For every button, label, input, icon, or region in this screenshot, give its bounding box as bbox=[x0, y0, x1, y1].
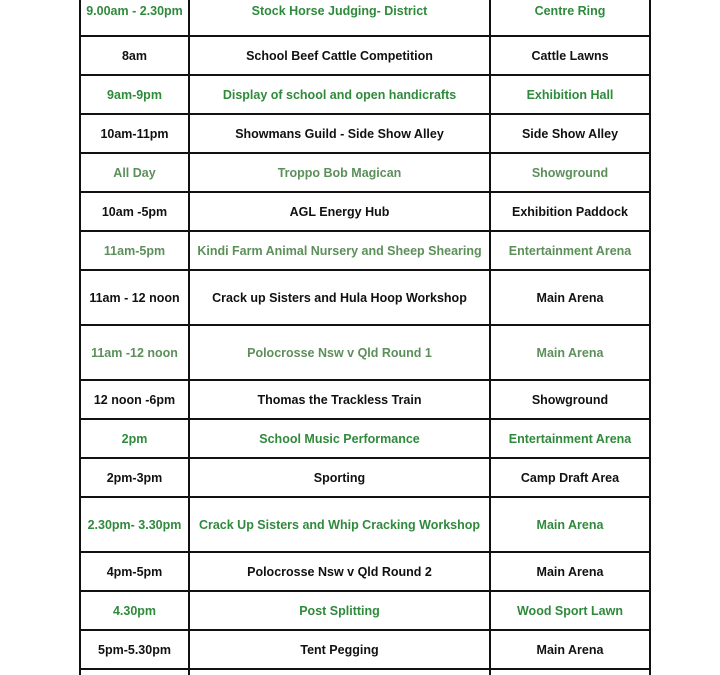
event-name: School Beef Cattle Competition bbox=[189, 36, 490, 75]
event-name: Sporting bbox=[189, 458, 490, 497]
event-name: Crack Up Sisters and Whip Cracking Workshop bbox=[189, 497, 490, 552]
event-time: 2pm-3pm bbox=[80, 458, 189, 497]
table-row bbox=[80, 380, 650, 419]
event-name: Showmans Guild - Side Show Alley bbox=[189, 114, 490, 153]
event-schedule-table bbox=[79, 0, 651, 675]
event-time bbox=[80, 669, 189, 675]
table-row bbox=[80, 591, 650, 630]
event-location: Exhibition Paddock bbox=[490, 192, 650, 231]
event-location: Main Arena bbox=[490, 325, 650, 380]
table-row bbox=[80, 419, 650, 458]
event-time: 12 noon -6pm bbox=[80, 380, 189, 419]
event-location: Main Arena bbox=[490, 497, 650, 552]
event-time: 8am bbox=[80, 36, 189, 75]
event-location: Main Arena bbox=[490, 270, 650, 325]
event-name: Polocrosse Nsw v Qld Round 2 bbox=[189, 552, 490, 591]
event-location bbox=[490, 669, 650, 675]
event-name: AGL Energy Hub bbox=[189, 192, 490, 231]
event-location: Showground bbox=[490, 153, 650, 192]
table-row bbox=[80, 270, 650, 325]
event-name: Troppo Bob Magican bbox=[189, 153, 490, 192]
event-time: 9am-9pm bbox=[80, 75, 189, 114]
event-name: Thomas the Trackless Train bbox=[189, 380, 490, 419]
table-row bbox=[80, 153, 650, 192]
event-time: 11am - 12 noon bbox=[80, 270, 189, 325]
table-row bbox=[80, 669, 650, 675]
event-location: Centre Ring bbox=[490, 0, 650, 36]
event-time: 2pm bbox=[80, 419, 189, 458]
event-location: Entertainment Arena bbox=[490, 419, 650, 458]
event-location: Wood Sport Lawn bbox=[490, 591, 650, 630]
table-row bbox=[80, 0, 650, 36]
table-row bbox=[80, 325, 650, 380]
event-time: 2.30pm- 3.30pm bbox=[80, 497, 189, 552]
event-time: 4.30pm bbox=[80, 591, 189, 630]
table-row bbox=[80, 36, 650, 75]
event-name: Crack up Sisters and Hula Hoop Workshop bbox=[189, 270, 490, 325]
event-time: 4pm-5pm bbox=[80, 552, 189, 591]
event-time: All Day bbox=[80, 153, 189, 192]
event-time: 10am-11pm bbox=[80, 114, 189, 153]
table-row bbox=[80, 497, 650, 552]
event-location: Exhibition Hall bbox=[490, 75, 650, 114]
event-location: Side Show Alley bbox=[490, 114, 650, 153]
event-name: Display of school and open handicrafts bbox=[189, 75, 490, 114]
event-time: 11am-5pm bbox=[80, 231, 189, 270]
event-name: Kindi Farm Animal Nursery and Sheep Shearing bbox=[189, 231, 490, 270]
event-name: Tent Pegging bbox=[189, 630, 490, 669]
event-time: 11am -12 noon bbox=[80, 325, 189, 380]
table-row bbox=[80, 75, 650, 114]
event-name: School Music Performance bbox=[189, 419, 490, 458]
table-row bbox=[80, 458, 650, 497]
table-row bbox=[80, 114, 650, 153]
event-location: Camp Draft Area bbox=[490, 458, 650, 497]
table-row bbox=[80, 552, 650, 591]
event-location: Main Arena bbox=[490, 630, 650, 669]
table-row bbox=[80, 630, 650, 669]
event-name: Stock Horse Judging- District bbox=[189, 0, 490, 36]
event-time: 5pm-5.30pm bbox=[80, 630, 189, 669]
table-row bbox=[80, 231, 650, 270]
event-location: Showground bbox=[490, 380, 650, 419]
event-location: Main Arena bbox=[490, 552, 650, 591]
event-time: 9.00am - 2.30pm bbox=[80, 0, 189, 36]
event-location: Entertainment Arena bbox=[490, 231, 650, 270]
event-name bbox=[189, 669, 490, 675]
event-name: Polocrosse Nsw v Qld Round 1 bbox=[189, 325, 490, 380]
event-time: 10am -5pm bbox=[80, 192, 189, 231]
table-row bbox=[80, 192, 650, 231]
event-name: Post Splitting bbox=[189, 591, 490, 630]
event-location: Cattle Lawns bbox=[490, 36, 650, 75]
